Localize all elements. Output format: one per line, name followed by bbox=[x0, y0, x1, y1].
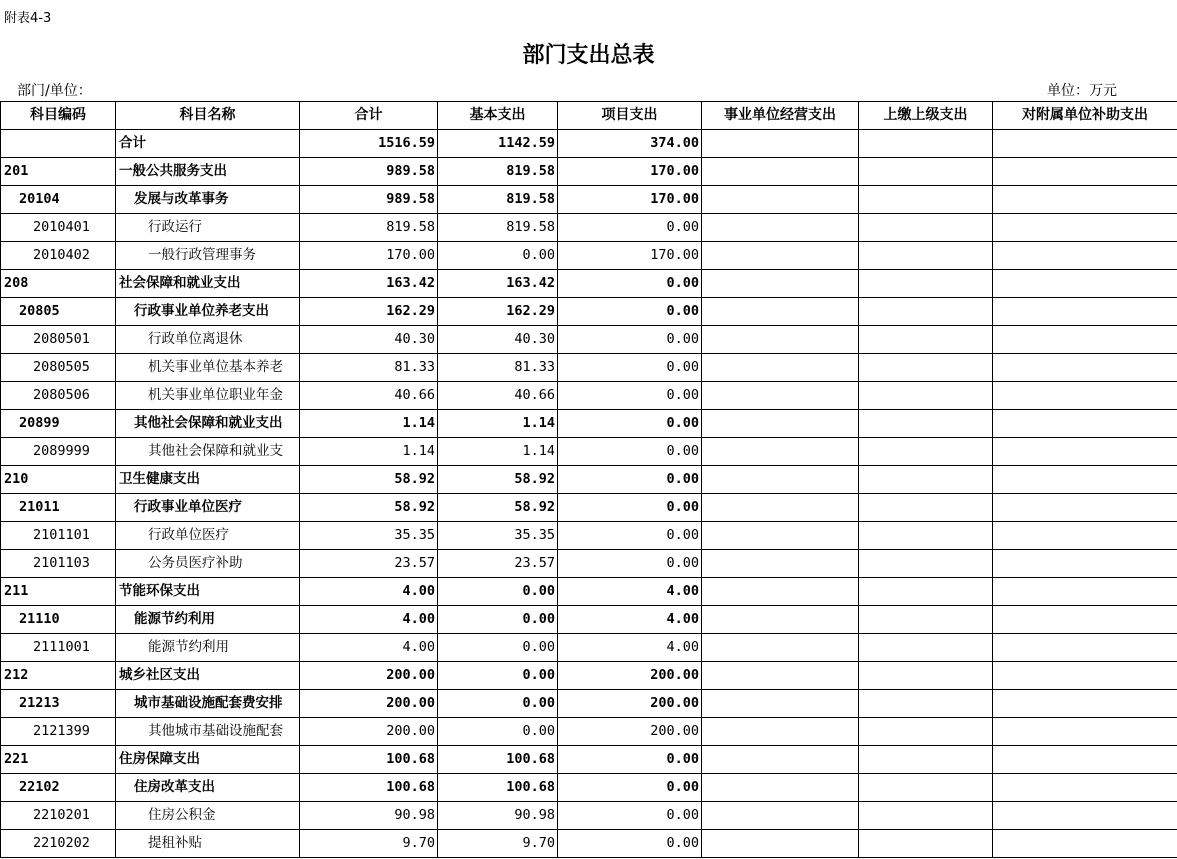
cell-name: 其他社会保障和就业支出 bbox=[116, 410, 300, 438]
col-header-total: 合计 bbox=[300, 102, 438, 130]
cell-remit bbox=[859, 830, 993, 858]
cell-project: 200.00 bbox=[558, 718, 702, 746]
cell-business bbox=[702, 690, 859, 718]
col-header-remit: 上缴上级支出 bbox=[859, 102, 993, 130]
cell-basic: 1.14 bbox=[438, 410, 558, 438]
cell-business bbox=[702, 466, 859, 494]
cell-subsidy bbox=[993, 326, 1177, 354]
cell-basic: 40.66 bbox=[438, 382, 558, 410]
cell-basic: 0.00 bbox=[438, 662, 558, 690]
cell-business bbox=[702, 802, 859, 830]
cell-total: 989.58 bbox=[300, 186, 438, 214]
cell-basic: 0.00 bbox=[438, 578, 558, 606]
table-row bbox=[1, 466, 1177, 494]
cell-subsidy bbox=[993, 522, 1177, 550]
cell-business bbox=[702, 158, 859, 186]
cell-business bbox=[702, 298, 859, 326]
cell-code: 210 bbox=[1, 466, 116, 494]
cell-total: 4.00 bbox=[300, 634, 438, 662]
cell-name: 其他社会保障和就业支 bbox=[116, 438, 300, 466]
cell-business bbox=[702, 494, 859, 522]
cell-name: 发展与改革事务 bbox=[116, 186, 300, 214]
cell-total: 4.00 bbox=[300, 606, 438, 634]
table-row bbox=[1, 830, 1177, 858]
cell-code: 201 bbox=[1, 158, 116, 186]
cell-total: 170.00 bbox=[300, 242, 438, 270]
table-row bbox=[1, 522, 1177, 550]
table-row bbox=[1, 774, 1177, 802]
cell-subsidy bbox=[993, 186, 1177, 214]
cell-subsidy bbox=[993, 718, 1177, 746]
cell-total: 819.58 bbox=[300, 214, 438, 242]
cell-project: 0.00 bbox=[558, 494, 702, 522]
cell-business bbox=[702, 662, 859, 690]
col-header-code: 科目编码 bbox=[1, 102, 116, 130]
cell-code: 2080506 bbox=[1, 382, 116, 410]
cell-remit bbox=[859, 186, 993, 214]
cell-subsidy bbox=[993, 438, 1177, 466]
cell-subsidy bbox=[993, 578, 1177, 606]
cell-business bbox=[702, 774, 859, 802]
cell-business bbox=[702, 326, 859, 354]
cell-project: 0.00 bbox=[558, 522, 702, 550]
cell-name: 机关事业单位基本养老 bbox=[116, 354, 300, 382]
cell-basic: 35.35 bbox=[438, 522, 558, 550]
cell-name: 卫生健康支出 bbox=[116, 466, 300, 494]
cell-remit bbox=[859, 606, 993, 634]
cell-code: 2101103 bbox=[1, 550, 116, 578]
cell-subsidy bbox=[993, 214, 1177, 242]
cell-project: 0.00 bbox=[558, 466, 702, 494]
cell-total: 35.35 bbox=[300, 522, 438, 550]
cell-basic: 819.58 bbox=[438, 214, 558, 242]
cell-subsidy bbox=[993, 634, 1177, 662]
table-row bbox=[1, 410, 1177, 438]
col-header-project: 项目支出 bbox=[558, 102, 702, 130]
cell-name: 住房保障支出 bbox=[116, 746, 300, 774]
cell-subsidy bbox=[993, 298, 1177, 326]
cell-subsidy bbox=[993, 662, 1177, 690]
cell-project: 0.00 bbox=[558, 774, 702, 802]
cell-remit bbox=[859, 270, 993, 298]
cell-subsidy bbox=[993, 550, 1177, 578]
cell-total: 4.00 bbox=[300, 578, 438, 606]
table-row bbox=[1, 578, 1177, 606]
table-row bbox=[1, 298, 1177, 326]
cell-project: 0.00 bbox=[558, 354, 702, 382]
cell-code: 21110 bbox=[1, 606, 116, 634]
cell-remit bbox=[859, 774, 993, 802]
cell-basic: 163.42 bbox=[438, 270, 558, 298]
cell-total: 200.00 bbox=[300, 662, 438, 690]
cell-project: 170.00 bbox=[558, 186, 702, 214]
cell-project: 0.00 bbox=[558, 214, 702, 242]
cell-remit bbox=[859, 242, 993, 270]
cell-total: 40.66 bbox=[300, 382, 438, 410]
col-header-business: 事业单位经营支出 bbox=[702, 102, 859, 130]
table-row bbox=[1, 214, 1177, 242]
table-row bbox=[1, 802, 1177, 830]
cell-subsidy bbox=[993, 242, 1177, 270]
header-row bbox=[1, 102, 1177, 130]
cell-total: 162.29 bbox=[300, 298, 438, 326]
cell-project: 0.00 bbox=[558, 802, 702, 830]
cell-name: 一般行政管理事务 bbox=[116, 242, 300, 270]
cell-subsidy bbox=[993, 466, 1177, 494]
cell-remit bbox=[859, 466, 993, 494]
expenditure-table bbox=[0, 101, 1177, 858]
cell-name: 其他城市基础设施配套 bbox=[116, 718, 300, 746]
cell-project: 0.00 bbox=[558, 410, 702, 438]
cell-remit bbox=[859, 522, 993, 550]
cell-name: 住房改革支出 bbox=[116, 774, 300, 802]
cell-total: 1.14 bbox=[300, 410, 438, 438]
col-header-subsidy: 对附属单位补助支出 bbox=[993, 102, 1177, 130]
table-row bbox=[1, 382, 1177, 410]
cell-code: 2210201 bbox=[1, 802, 116, 830]
cell-business bbox=[702, 746, 859, 774]
cell-project: 200.00 bbox=[558, 662, 702, 690]
cell-business bbox=[702, 242, 859, 270]
cell-name: 行政事业单位养老支出 bbox=[116, 298, 300, 326]
cell-business bbox=[702, 270, 859, 298]
cell-name: 能源节约利用 bbox=[116, 606, 300, 634]
cell-remit bbox=[859, 130, 993, 158]
cell-remit bbox=[859, 662, 993, 690]
table-row bbox=[1, 606, 1177, 634]
cell-basic: 100.68 bbox=[438, 774, 558, 802]
cell-total: 200.00 bbox=[300, 718, 438, 746]
cell-name: 行政事业单位医疗 bbox=[116, 494, 300, 522]
cell-total: 989.58 bbox=[300, 158, 438, 186]
cell-project: 170.00 bbox=[558, 242, 702, 270]
cell-total: 1516.59 bbox=[300, 130, 438, 158]
cell-name: 城乡社区支出 bbox=[116, 662, 300, 690]
cell-total: 1.14 bbox=[300, 438, 438, 466]
annex-label: 附表4-3 bbox=[4, 11, 52, 26]
table-row bbox=[1, 494, 1177, 522]
cell-project: 0.00 bbox=[558, 550, 702, 578]
cell-code: 21011 bbox=[1, 494, 116, 522]
cell-basic: 1.14 bbox=[438, 438, 558, 466]
cell-subsidy bbox=[993, 410, 1177, 438]
cell-business bbox=[702, 214, 859, 242]
cell-subsidy bbox=[993, 494, 1177, 522]
cell-project: 4.00 bbox=[558, 606, 702, 634]
table-row bbox=[1, 746, 1177, 774]
cell-business bbox=[702, 550, 859, 578]
cell-total: 23.57 bbox=[300, 550, 438, 578]
cell-name: 行政单位医疗 bbox=[116, 522, 300, 550]
cell-remit bbox=[859, 326, 993, 354]
cell-code: 20899 bbox=[1, 410, 116, 438]
cell-total: 100.68 bbox=[300, 774, 438, 802]
cell-project: 170.00 bbox=[558, 158, 702, 186]
cell-total: 40.30 bbox=[300, 326, 438, 354]
cell-basic: 100.68 bbox=[438, 746, 558, 774]
cell-business bbox=[702, 410, 859, 438]
cell-basic: 81.33 bbox=[438, 354, 558, 382]
cell-code: 208 bbox=[1, 270, 116, 298]
cell-remit bbox=[859, 634, 993, 662]
cell-basic: 0.00 bbox=[438, 242, 558, 270]
cell-total: 9.70 bbox=[300, 830, 438, 858]
cell-code: 2111001 bbox=[1, 634, 116, 662]
cell-total: 200.00 bbox=[300, 690, 438, 718]
cell-remit bbox=[859, 298, 993, 326]
cell-subsidy bbox=[993, 354, 1177, 382]
cell-total: 81.33 bbox=[300, 354, 438, 382]
cell-code: 211 bbox=[1, 578, 116, 606]
cell-name: 合计 bbox=[116, 130, 300, 158]
cell-code: 2010401 bbox=[1, 214, 116, 242]
cell-remit bbox=[859, 802, 993, 830]
cell-remit bbox=[859, 690, 993, 718]
cell-project: 0.00 bbox=[558, 830, 702, 858]
cell-business bbox=[702, 578, 859, 606]
table-row bbox=[1, 550, 1177, 578]
cell-code: 2080505 bbox=[1, 354, 116, 382]
cell-code: 21213 bbox=[1, 690, 116, 718]
cell-basic: 162.29 bbox=[438, 298, 558, 326]
cell-subsidy bbox=[993, 158, 1177, 186]
cell-business bbox=[702, 130, 859, 158]
cell-basic: 90.98 bbox=[438, 802, 558, 830]
cell-code: 2101101 bbox=[1, 522, 116, 550]
cell-basic: 23.57 bbox=[438, 550, 558, 578]
cell-remit bbox=[859, 214, 993, 242]
cell-code bbox=[1, 130, 116, 158]
cell-code: 2089999 bbox=[1, 438, 116, 466]
table-row bbox=[1, 438, 1177, 466]
cell-business bbox=[702, 186, 859, 214]
cell-name: 行政运行 bbox=[116, 214, 300, 242]
cell-name: 一般公共服务支出 bbox=[116, 158, 300, 186]
cell-project: 0.00 bbox=[558, 746, 702, 774]
cell-code: 2121399 bbox=[1, 718, 116, 746]
cell-project: 0.00 bbox=[558, 298, 702, 326]
department-label: 部门/单位： bbox=[17, 83, 92, 99]
unit-label: 单位：万元 bbox=[1047, 83, 1117, 99]
cell-basic: 1142.59 bbox=[438, 130, 558, 158]
cell-basic: 9.70 bbox=[438, 830, 558, 858]
cell-code: 22102 bbox=[1, 774, 116, 802]
cell-basic: 58.92 bbox=[438, 494, 558, 522]
cell-remit bbox=[859, 550, 993, 578]
cell-subsidy bbox=[993, 774, 1177, 802]
table-row bbox=[1, 326, 1177, 354]
cell-project: 200.00 bbox=[558, 690, 702, 718]
cell-remit bbox=[859, 382, 993, 410]
cell-total: 90.98 bbox=[300, 802, 438, 830]
table-row bbox=[1, 662, 1177, 690]
cell-code: 20805 bbox=[1, 298, 116, 326]
cell-code: 2080501 bbox=[1, 326, 116, 354]
cell-project: 0.00 bbox=[558, 438, 702, 466]
table-row bbox=[1, 270, 1177, 298]
cell-business bbox=[702, 522, 859, 550]
cell-basic: 819.58 bbox=[438, 186, 558, 214]
cell-subsidy bbox=[993, 746, 1177, 774]
cell-project: 0.00 bbox=[558, 270, 702, 298]
cell-remit bbox=[859, 410, 993, 438]
table-row bbox=[1, 634, 1177, 662]
cell-code: 2010402 bbox=[1, 242, 116, 270]
cell-total: 58.92 bbox=[300, 466, 438, 494]
cell-total: 100.68 bbox=[300, 746, 438, 774]
cell-remit bbox=[859, 578, 993, 606]
cell-business bbox=[702, 718, 859, 746]
cell-total: 163.42 bbox=[300, 270, 438, 298]
cell-subsidy bbox=[993, 270, 1177, 298]
cell-business bbox=[702, 354, 859, 382]
cell-basic: 0.00 bbox=[438, 718, 558, 746]
cell-basic: 0.00 bbox=[438, 606, 558, 634]
table-row bbox=[1, 158, 1177, 186]
cell-subsidy bbox=[993, 382, 1177, 410]
cell-subsidy bbox=[993, 802, 1177, 830]
cell-remit bbox=[859, 354, 993, 382]
cell-subsidy bbox=[993, 690, 1177, 718]
cell-code: 20104 bbox=[1, 186, 116, 214]
cell-business bbox=[702, 830, 859, 858]
cell-basic: 40.30 bbox=[438, 326, 558, 354]
cell-name: 城市基础设施配套费安排 bbox=[116, 690, 300, 718]
table-row bbox=[1, 130, 1177, 158]
cell-name: 住房公积金 bbox=[116, 802, 300, 830]
cell-subsidy bbox=[993, 606, 1177, 634]
cell-business bbox=[702, 438, 859, 466]
cell-project: 0.00 bbox=[558, 382, 702, 410]
cell-business bbox=[702, 634, 859, 662]
table-row bbox=[1, 690, 1177, 718]
cell-project: 4.00 bbox=[558, 634, 702, 662]
col-header-basic: 基本支出 bbox=[438, 102, 558, 130]
cell-basic: 58.92 bbox=[438, 466, 558, 494]
cell-remit bbox=[859, 158, 993, 186]
cell-name: 公务员医疗补助 bbox=[116, 550, 300, 578]
cell-project: 0.00 bbox=[558, 326, 702, 354]
cell-business bbox=[702, 382, 859, 410]
cell-remit bbox=[859, 494, 993, 522]
cell-basic: 0.00 bbox=[438, 690, 558, 718]
cell-code: 2210202 bbox=[1, 830, 116, 858]
cell-name: 行政单位离退休 bbox=[116, 326, 300, 354]
cell-code: 212 bbox=[1, 662, 116, 690]
cell-name: 机关事业单位职业年金 bbox=[116, 382, 300, 410]
cell-remit bbox=[859, 718, 993, 746]
cell-name: 提租补贴 bbox=[116, 830, 300, 858]
cell-basic: 0.00 bbox=[438, 634, 558, 662]
cell-remit bbox=[859, 438, 993, 466]
cell-remit bbox=[859, 746, 993, 774]
cell-name: 能源节约利用 bbox=[116, 634, 300, 662]
cell-business bbox=[702, 606, 859, 634]
cell-name: 社会保障和就业支出 bbox=[116, 270, 300, 298]
cell-total: 58.92 bbox=[300, 494, 438, 522]
cell-subsidy bbox=[993, 130, 1177, 158]
page-title: 部门支出总表 bbox=[522, 42, 655, 68]
col-header-name: 科目名称 bbox=[116, 102, 300, 130]
table-row bbox=[1, 186, 1177, 214]
cell-project: 374.00 bbox=[558, 130, 702, 158]
table-row bbox=[1, 242, 1177, 270]
cell-basic: 819.58 bbox=[438, 158, 558, 186]
cell-name: 节能环保支出 bbox=[116, 578, 300, 606]
table-row bbox=[1, 718, 1177, 746]
cell-code: 221 bbox=[1, 746, 116, 774]
table-row bbox=[1, 354, 1177, 382]
cell-subsidy bbox=[993, 830, 1177, 858]
cell-project: 4.00 bbox=[558, 578, 702, 606]
